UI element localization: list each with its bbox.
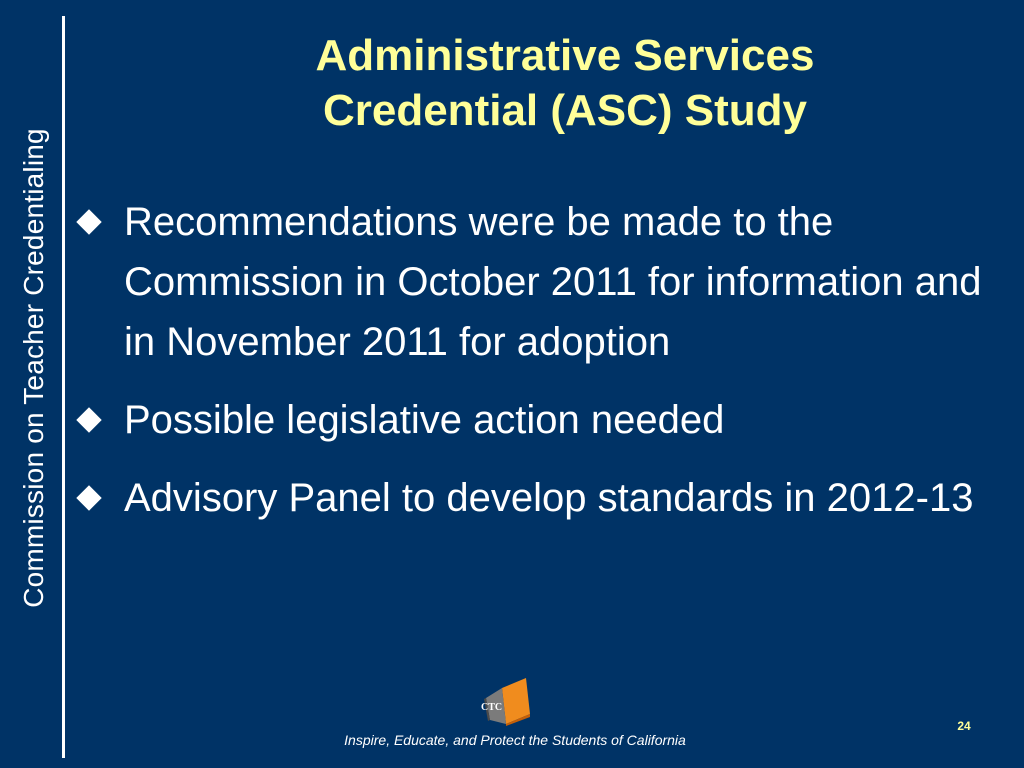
logo-text: CTC bbox=[481, 702, 503, 713]
diamond-bullet-icon bbox=[76, 209, 101, 234]
bullet-item bbox=[78, 468, 998, 528]
title-line-2: Credential (ASC) Study bbox=[322, 86, 808, 135]
diamond-bullet-icon bbox=[76, 485, 101, 510]
ctc-logo bbox=[476, 674, 532, 726]
bullet-text: Recommendations were be made to the Commission in October 2011 for information and in November 2011 for adoption bbox=[124, 200, 982, 364]
title-line-1: Administrative Services bbox=[315, 31, 815, 80]
bullet-list bbox=[78, 192, 998, 546]
bullet-text: Advisory Panel to develop standards in 2012-13 bbox=[124, 476, 974, 520]
diamond-bullet-icon bbox=[76, 407, 101, 432]
page-number: 24 bbox=[957, 719, 971, 733]
slide-title bbox=[120, 28, 1010, 138]
vertical-divider bbox=[62, 16, 65, 758]
side-label-container bbox=[6, 18, 62, 718]
bullet-text: Possible legislative action needed bbox=[124, 398, 725, 442]
side-label: Commission on Teacher Credentialing bbox=[18, 128, 50, 608]
bullet-item bbox=[78, 192, 998, 372]
footer-tagline: Inspire, Educate, and Protect the Students of California bbox=[344, 732, 686, 748]
bullet-item bbox=[78, 390, 998, 450]
